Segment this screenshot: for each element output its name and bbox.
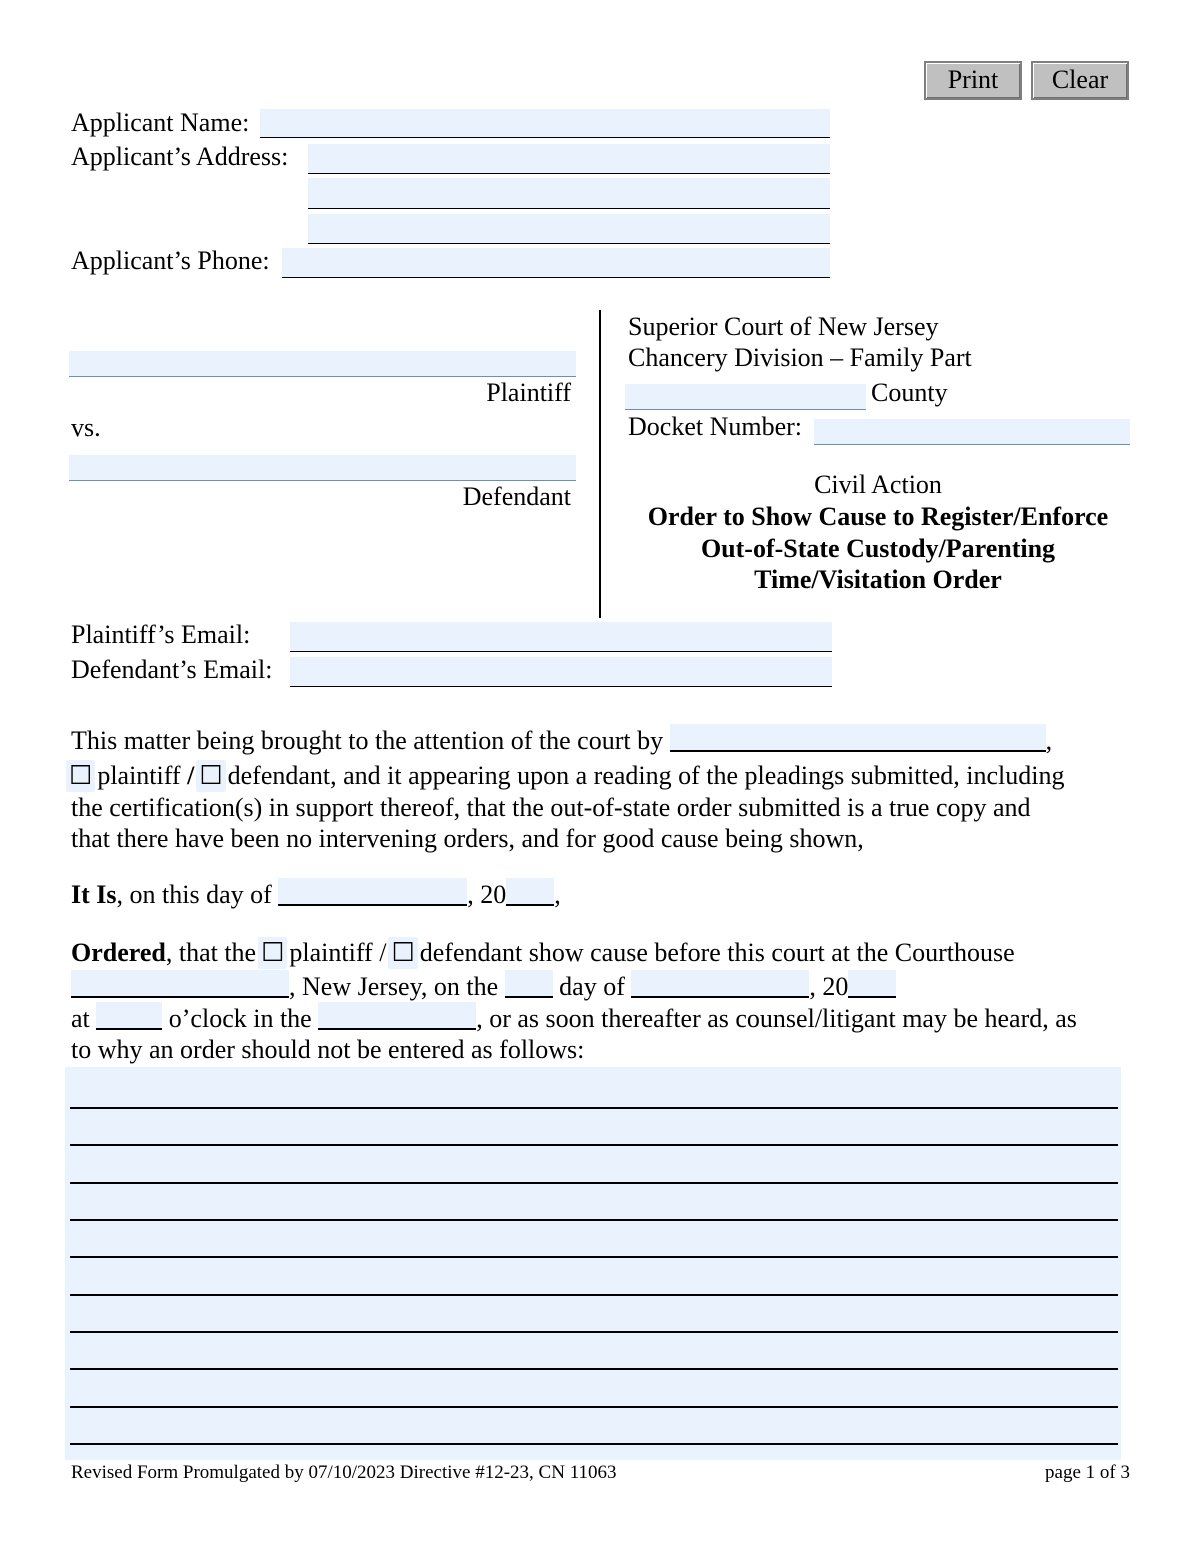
ordered-line2 <box>71 970 896 1003</box>
court-name: Superior Court of New Jersey <box>628 312 939 341</box>
order-text-field[interactable] <box>65 1067 1121 1460</box>
hearing-month-field[interactable] <box>631 970 809 998</box>
applicant-phone-label: Applicant’s Phone: <box>71 246 270 275</box>
defendant-email-field[interactable] <box>290 657 832 687</box>
it-is-date-field[interactable] <box>278 878 467 906</box>
plaintiff-word-2: plaintiff <box>289 938 373 967</box>
form-title-line1: Order to Show Cause to Register/Enforce <box>647 502 1109 531</box>
order-text-rule <box>70 1107 1118 1109</box>
it-is-rest: , on this day of <box>116 880 272 909</box>
applicant-address-line3-field[interactable] <box>308 214 830 244</box>
applicant-name-field[interactable] <box>260 109 830 138</box>
caption-divider <box>599 310 601 618</box>
applicant-address-line1-field[interactable] <box>308 144 830 174</box>
hearing-day-field[interactable] <box>505 970 553 998</box>
paragraph-1-line3: the certification(s) in support thereof, that the out-of-state order submitted is a true copy and <box>71 793 1031 822</box>
plaintiff-name-field[interactable] <box>69 351 576 377</box>
ordered-label: Ordered <box>71 938 166 967</box>
footer-form-info: Revised Form Promulgated by 07/10/2023 Directive #12-23, CN 11063 <box>71 1462 617 1483</box>
applicant-phone-field[interactable] <box>282 248 830 278</box>
slash-2: / <box>379 938 387 967</box>
oclock-label: o’clock in the <box>168 1004 312 1033</box>
order-text-rule <box>70 1182 1118 1184</box>
form-title-line2: Out-of-State Custody/Parenting <box>700 534 1056 563</box>
order-text-rule <box>70 1368 1118 1370</box>
time-of-day-field[interactable] <box>318 1002 476 1030</box>
order-text-rule <box>70 1294 1118 1296</box>
order-text-rule <box>70 1144 1118 1146</box>
vs-label: vs. <box>71 413 101 442</box>
ordered-line3-rest: , or as soon thereafter as counsel/litigant may be heard, as <box>476 1004 1077 1033</box>
ordered-line3 <box>71 1002 1077 1035</box>
applicant-address-line2-field[interactable] <box>308 178 830 209</box>
plaintiff-email-label: Plaintiff’s Email: <box>71 620 251 649</box>
print-button[interactable]: Print <box>924 61 1022 100</box>
paragraph-1-start: This matter being brought to the attention of the court by <box>71 726 664 755</box>
clear-button[interactable]: Clear <box>1031 61 1129 100</box>
county-label: County <box>871 378 948 407</box>
paragraph-1-line2 <box>64 760 1064 792</box>
it-is-label: It Is <box>71 880 117 909</box>
it-is-year-field[interactable] <box>506 878 554 906</box>
day-of-label: day of <box>559 972 625 1001</box>
county-field[interactable] <box>625 384 866 410</box>
slash-1: / <box>187 761 195 790</box>
defendant-label: Defendant <box>462 482 571 511</box>
plaintiff-checkbox-1[interactable]: ☐ <box>66 760 95 792</box>
hearing-year-field[interactable] <box>848 970 896 998</box>
applicant-name-label: Applicant Name: <box>71 108 250 137</box>
at-label: at <box>71 1004 90 1033</box>
it-is-year-prefix: , 20 <box>467 880 507 909</box>
paragraph-1-line4: that there have been no intervening orders, and for good cause being shown, <box>71 824 864 853</box>
ordered-rest1: , that the <box>165 938 257 967</box>
docket-number-label: Docket Number: <box>628 412 803 441</box>
ordered-line4: to why an order should not be entered as follows: <box>71 1035 585 1064</box>
nj-on-the: , New Jersey, on the <box>289 972 499 1001</box>
brought-by-field[interactable] <box>670 724 1046 752</box>
order-text-rule <box>70 1331 1118 1333</box>
civil-action-label: Civil Action <box>814 470 942 499</box>
paragraph-1-line2-rest: defendant, and it appearing upon a reading of the pleadings submitted, including <box>227 761 1065 790</box>
defendant-checkbox-2[interactable]: ☐ <box>388 937 417 969</box>
court-division: Chancery Division – Family Part <box>628 343 972 372</box>
plaintiff-label: Plaintiff <box>486 378 571 407</box>
plaintiff-email-field[interactable] <box>290 622 832 652</box>
it-is-line: It Is, on this day of , 20 , <box>71 880 561 909</box>
paragraph-1-line1: This matter being brought to the attention of the court by , <box>71 726 1053 755</box>
courthouse-field[interactable] <box>71 970 289 998</box>
defendant-email-label: Defendant’s Email: <box>71 655 273 684</box>
hearing-time-field[interactable] <box>96 1002 162 1030</box>
applicant-address-label: Applicant’s Address: <box>71 142 289 171</box>
docket-number-field[interactable] <box>814 419 1130 445</box>
order-text-rule <box>70 1256 1118 1258</box>
order-text-rule <box>70 1443 1118 1445</box>
plaintiff-checkbox-2[interactable]: ☐ <box>258 937 287 969</box>
order-text-rule <box>70 1406 1118 1408</box>
footer-page-number: page 1 of 3 <box>1045 1462 1130 1483</box>
ordered-rest2: defendant show cause before this court at the Courthouse <box>419 938 1015 967</box>
defendant-checkbox-1[interactable]: ☐ <box>196 760 225 792</box>
form-title-line3: Time/Visitation Order <box>754 565 1002 594</box>
hearing-year-prefix: , 20 <box>809 972 849 1001</box>
ordered-line1 <box>71 937 1015 969</box>
order-text-rule <box>70 1219 1118 1221</box>
plaintiff-word-1: plaintiff <box>97 761 181 790</box>
defendant-name-field[interactable] <box>69 455 576 481</box>
